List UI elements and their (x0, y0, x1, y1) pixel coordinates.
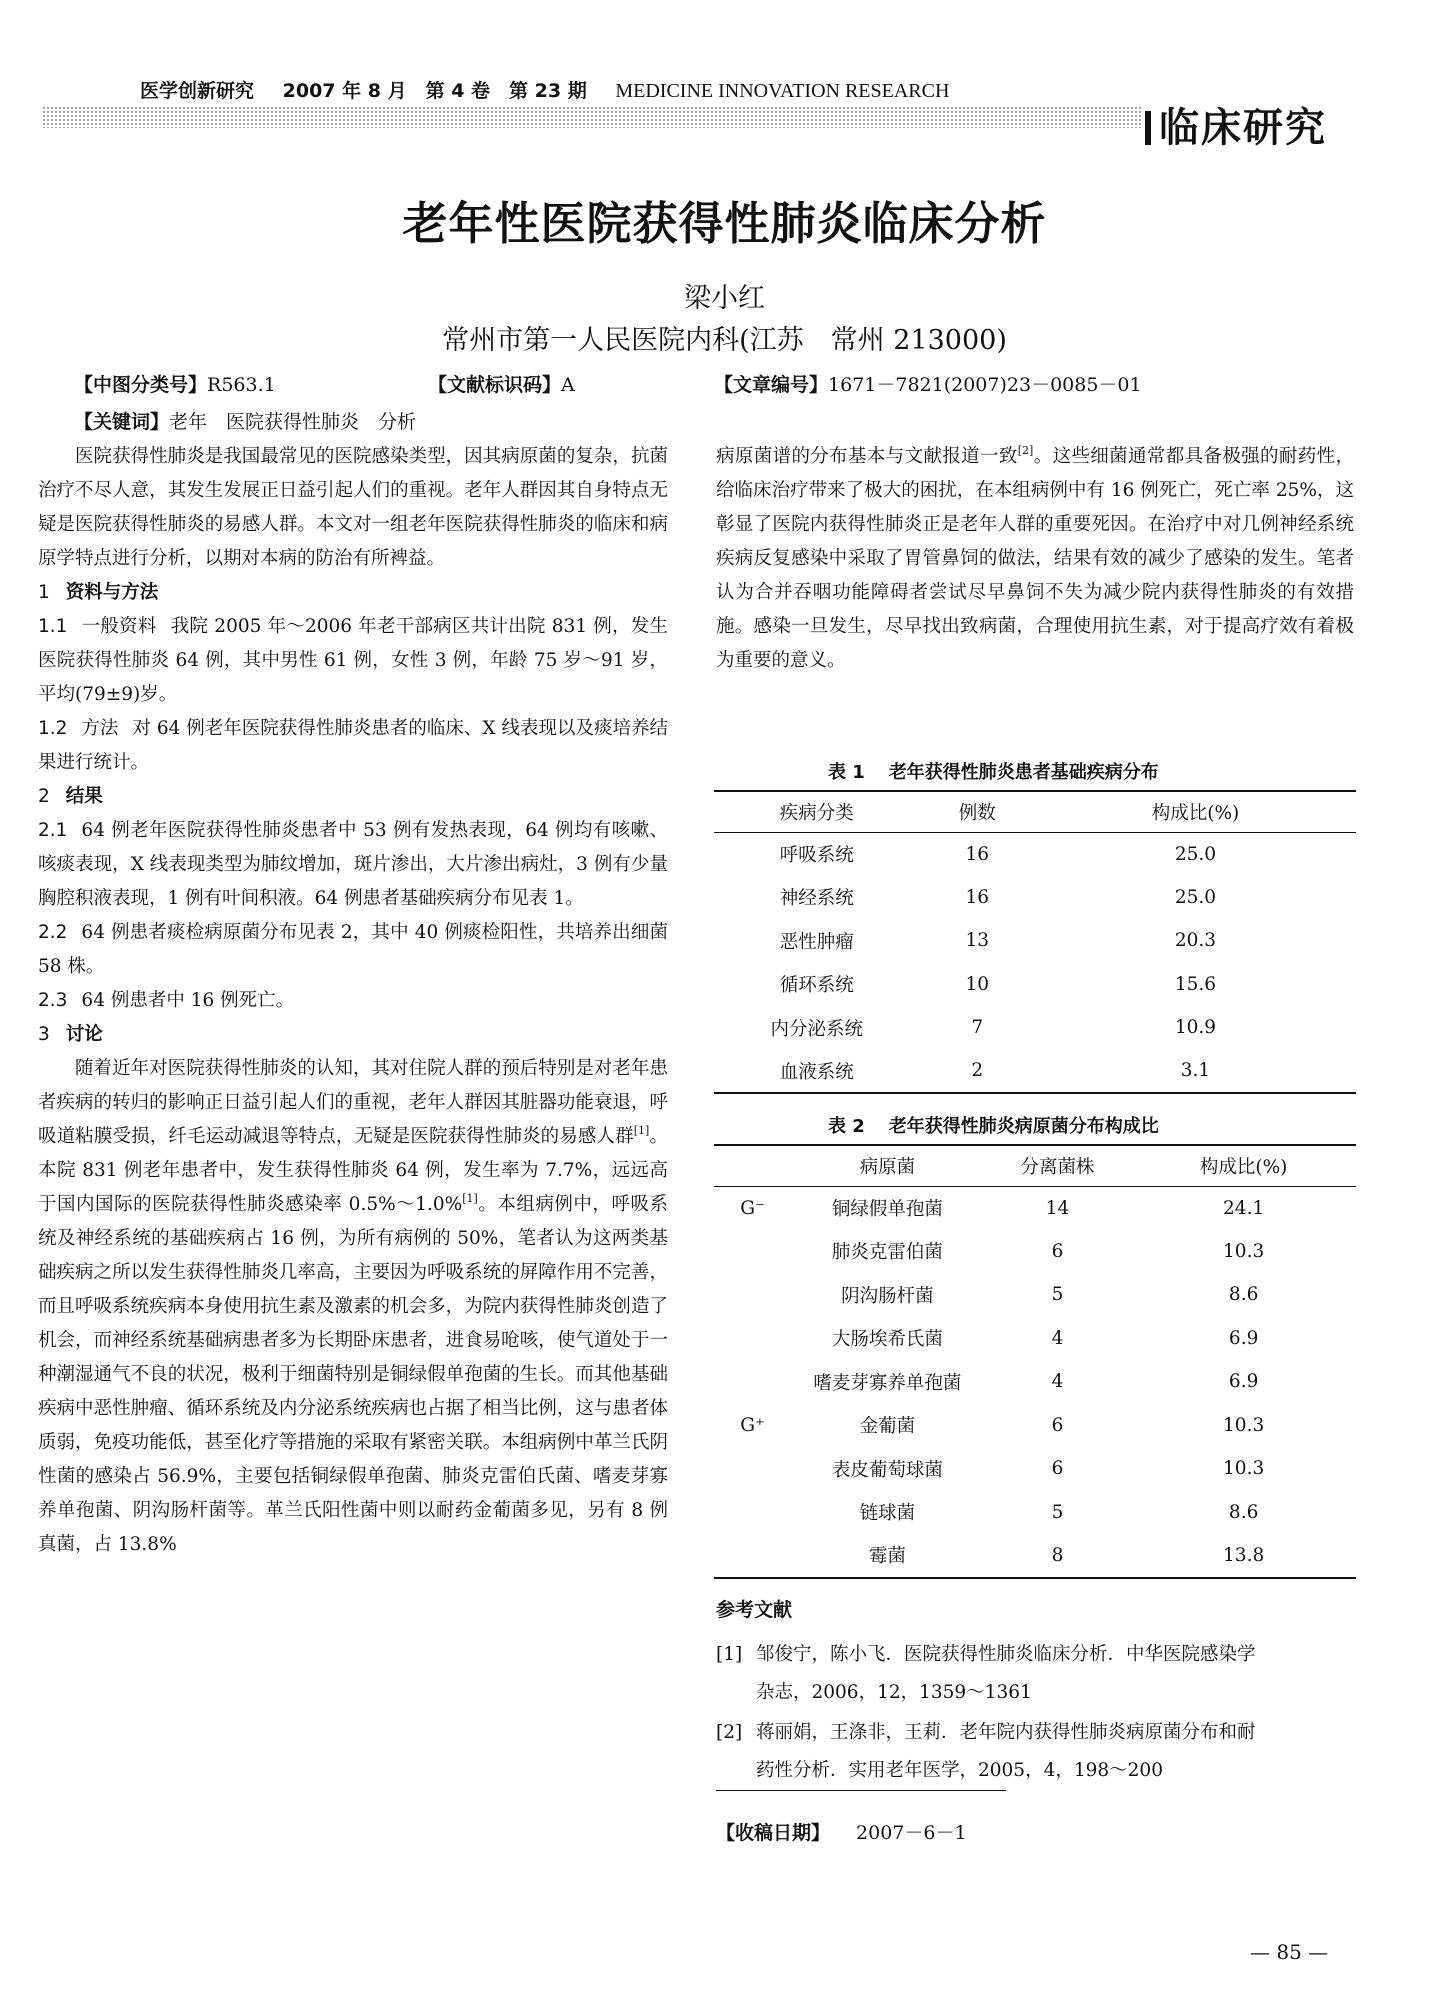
table-row (714, 1447, 1356, 1491)
journal-name-en: MEDICINE INNOVATION RESEARCH (615, 80, 950, 102)
text-span: 2007－6－1 (856, 1822, 967, 1844)
table-row (714, 1006, 1356, 1050)
table-row (714, 1360, 1356, 1404)
section-1-heading (38, 576, 668, 610)
table-cell: 循环系统 (779, 975, 854, 997)
table-cell: 霉菌 (791, 1534, 984, 1578)
table-2-header: 构成比(%) (1131, 1145, 1356, 1186)
article-affiliation: 常州市第一人民医院内科(江苏 常州 213000) (442, 325, 1007, 356)
text-span: 表 2 (828, 1116, 865, 1137)
section-3-heading (38, 1018, 668, 1052)
section-tag (1145, 96, 1327, 153)
table-cell: 5 (1051, 1501, 1064, 1523)
table-1-header: 例数 (919, 791, 1035, 832)
section-bar (1145, 111, 1151, 145)
table-cell: 铜绿假单孢菌 (831, 1199, 943, 1220)
table-row (714, 963, 1356, 1007)
table-row (714, 1230, 1356, 1274)
citation-1: [1] (633, 1124, 650, 1137)
table-1-header: 构成比(%) (1035, 791, 1356, 832)
text-span: 【收稿日期】 (716, 1822, 831, 1844)
text-span: 【文章编号】 (714, 374, 829, 396)
table-cell: 10.9 (1174, 1017, 1217, 1039)
text-span: 64 例患者中 16 例死亡。 (81, 990, 295, 1011)
table-row (714, 1534, 1356, 1578)
text-span: 。这些细菌通常都具备极强的耐药性，给临床治疗带来了极大的困扰，在本组病例中有 16 例死亡，死亡率 25%，这彰显了医院内获得性肺炎正是老年人群的重要死因。在治疗中对几例神经系统疾病反复感染中采取了胃管鼻饲的做法，结果有效的减少了感染的发生。笔者认为合并吞咽功能障碍者尝试尽早鼻饲不失为减少院内获得性肺炎的有效措施。感染一旦发生，尽早找出致病菌，合理使用抗生素，对于提高疗效有着极为重要的意义。 (716, 446, 1354, 671)
table-2-header: 分离菌株 (984, 1145, 1132, 1186)
article-author: 梁小红 (684, 283, 765, 314)
table-2-caption (828, 1112, 1159, 1138)
text-span: 病原菌谱的分布基本与文献报道一致 (716, 446, 1018, 467)
text-span: 一般资料 (81, 616, 157, 637)
section-2-2 (38, 916, 668, 984)
table-cell: 表皮葡萄球菌 (831, 1459, 943, 1481)
text-span: 老年获得性肺炎病原菌分布构成比 (888, 1116, 1159, 1137)
table-cell: 大肠埃希氏菌 (831, 1329, 943, 1351)
text-span: 药性分析．实用老年医学，2005，4，198～200 (756, 1760, 1163, 1781)
table-2-header: 病原菌 (791, 1145, 984, 1186)
discussion-continued (716, 440, 1354, 678)
left-column (38, 440, 668, 1562)
text-span: 老年获得性肺炎患者基础疾病分布 (888, 762, 1159, 783)
text-span: 对 64 例老年医院获得性肺炎患者的临床、X 线表现以及痰培养结果进行统计。 (38, 718, 668, 773)
text-span: 2.3 (38, 990, 68, 1011)
table-row (714, 1050, 1356, 1094)
table-cell (714, 1447, 791, 1491)
table-cell: 10.3 (1223, 1414, 1265, 1436)
table-cell: 8 (984, 1534, 1132, 1578)
table-cell: 4 (1051, 1371, 1064, 1393)
text-span: 我院 2005 年～2006 年老干部病区共计出院 831 例，发生医院获得性肺炎 64 例，其中男性 61 例，女性 3 例，年龄 75 岁～91 岁，平均(79±9)岁。 (38, 616, 668, 705)
table-cell: 6.9 (1228, 1327, 1259, 1349)
table-row (714, 1491, 1356, 1535)
table-cell (714, 1317, 791, 1361)
table-row (714, 1317, 1356, 1361)
table-cell: 内分泌系统 (770, 1018, 863, 1040)
table-cell: 6 (1051, 1414, 1064, 1436)
text-span: 蒋丽娟，王涤非，王莉．老年院内获得性肺炎病原菌分布和耐 (756, 1722, 1256, 1743)
table-cell: 24.1 (1223, 1197, 1265, 1219)
table-row (714, 832, 1356, 876)
text-span: 资料与方法 (65, 582, 159, 603)
text-span: 64 例老年医院获得性肺炎患者中 53 例有发热表现，64 例均有咳嗽、咳痰表现，X 线表现类型为肺纹增加，斑片渗出，大片渗出病灶，3 例有少量胸腔积液表现，1 例有叶间积液。64 例患者基础疾病分布见表 1。 (38, 820, 668, 909)
table-cell: 15.6 (1174, 973, 1217, 995)
table-2 (714, 1144, 1356, 1579)
text-span: 1 (38, 582, 50, 603)
article-id (714, 370, 1142, 397)
text-span: 1.1 (38, 616, 68, 637)
table-cell: 14 (1045, 1197, 1070, 1219)
text-span: [1] (716, 1644, 743, 1665)
text-span: 【关键词】 (74, 411, 170, 433)
text-span: 。本组病例中，呼吸系统及神经系统的基础疾病占 16 例，为所有病例的 50%，笔者认为这两类基础疾病之所以发生获得性肺炎几率高，主要因为呼吸系统的屏障作用不完善，而且呼吸系统疾病本身使用抗生素及激素的机会多，为院内获得性肺炎创造了机会，而神经系统基础病患者多为长期卧床患者，进食易呛咳，使气道处于一种潮湿通气不良的状况，极利于细菌特别是铜绿假单孢菌的生长。而其他基础疾病中恶性肿瘤、循环系统及内分泌系统疾病也占据了相当比例，这与患者体质弱，免疫功能低，甚至化疗等措施的采取有紧密关联。本组病例中革兰氏阴性菌的感染占 56.9%，主要包括铜绿假单孢菌、肺炎克雷伯氏菌、嗜麦芽寡养单孢菌、阴沟肠杆菌等。革兰氏阳性菌中则以耐药金葡菌多见，另有 8 例真菌，占 13.8% (38, 1194, 668, 1555)
table-cell: 链球菌 (859, 1503, 916, 1525)
table-cell: 4 (1051, 1327, 1064, 1349)
section-2-1 (38, 814, 668, 916)
citation-2: [2] (1017, 444, 1034, 457)
table-cell: 16 (965, 843, 989, 865)
text-span: A (561, 374, 575, 396)
table-cell: G⁻ (740, 1197, 765, 1219)
table-cell: 6.9 (1228, 1371, 1259, 1393)
text-span: 【文献标识码】 (428, 374, 562, 396)
text-span: 2.2 (38, 922, 68, 943)
page-number: — 85 — (1250, 1940, 1329, 1964)
table-cell: 13.8 (1131, 1534, 1356, 1578)
table-cell: 10.3 (1223, 1458, 1265, 1480)
table-cell: 16 (965, 886, 989, 908)
table-cell: 3.1 (1035, 1050, 1356, 1094)
text-span: 2 (38, 786, 50, 807)
issue-info: 2007 年 8 月 第 4 卷 第 23 期 (282, 80, 587, 102)
received-date (716, 1818, 967, 1845)
table-cell: 5 (1051, 1284, 1064, 1306)
section-1-2 (38, 712, 668, 780)
text-span: 1.2 (38, 718, 68, 739)
table-cell: 20.3 (1174, 930, 1217, 952)
table-row (714, 1273, 1356, 1317)
running-header (140, 76, 971, 103)
table-cell: 阴沟肠杆菌 (841, 1285, 934, 1307)
table-1-caption (828, 758, 1159, 784)
table-cell: 10 (965, 973, 989, 995)
discussion-paragraph (38, 1052, 668, 1562)
text-span: R563.1 (207, 374, 276, 396)
table-cell (714, 1534, 791, 1578)
text-span: 表 1 (828, 762, 865, 783)
table-cell (714, 1230, 791, 1274)
reference-item (716, 1636, 1356, 1712)
table-cell: 10.3 (1223, 1240, 1265, 1262)
table-cell: 嗜麦芽寡养单孢菌 (813, 1372, 962, 1394)
section-1-1 (38, 610, 668, 712)
table-cell (714, 1360, 791, 1404)
text-span: 2.1 (38, 820, 68, 841)
right-column (716, 440, 1354, 678)
table-cell: 恶性肿瘤 (779, 931, 854, 953)
table-cell: 8.6 (1228, 1501, 1259, 1523)
table-row (714, 876, 1356, 920)
text-span: 随着近年对医院获得性肺炎的认知，其对住院人群的预后特别是对老年患者疾病的转归的影响正日益引起人们的重视，老年人群因其脏器功能衰退，呼吸道粘膜受损，纤毛运动减退等特点，无疑是医院获得性肺炎的易感人群 (38, 1058, 668, 1147)
table-cell: 神经系统 (779, 888, 854, 910)
text-span: 3 (38, 1024, 50, 1045)
table-1 (714, 790, 1356, 1094)
table-cell (714, 1491, 791, 1535)
table-cell: 血液系统 (714, 1050, 919, 1094)
section-2-3 (38, 984, 668, 1018)
header-dot-band (42, 106, 1142, 128)
table-row (714, 919, 1356, 963)
clc-number (74, 370, 276, 397)
table-row (714, 1404, 1356, 1448)
text-span: 讨论 (65, 1024, 103, 1045)
reference-item (716, 1714, 1356, 1790)
table-cell: 呼吸系统 (779, 845, 854, 866)
table-cell (714, 1273, 791, 1317)
references-heading: 参考文献 (716, 1599, 793, 1621)
text-span: 方法 (81, 718, 119, 739)
keywords (74, 407, 416, 434)
table-cell: 6 (1051, 1458, 1064, 1480)
doc-code (428, 370, 575, 397)
table-cell: 13 (965, 930, 989, 952)
text-span: 邹俊宁，陈小飞．医院获得性肺炎临床分析．中华医院感染学 (756, 1644, 1256, 1665)
table-1-header: 疾病分类 (714, 791, 919, 832)
text-span: 【中图分类号】 (74, 374, 208, 396)
table-cell: 金葡菌 (859, 1416, 916, 1438)
divider (716, 1790, 1006, 1791)
section-label: 临床研究 (1159, 105, 1327, 151)
text-span: 1671－7821(2007)23－0085－01 (828, 374, 1142, 396)
text-span: [2] (716, 1722, 743, 1743)
table-cell: G⁺ (740, 1414, 765, 1436)
table-cell: 25.0 (1174, 843, 1217, 865)
text-span: 。本院 831 例老年患者中，发生获得性肺炎 64 例，发生率为 7.7%，远远高于国内国际的医院获得性肺炎感染率 0.5%～1.0% (38, 1126, 668, 1215)
table-row (714, 1186, 1356, 1230)
citation-1b: [1] (462, 1192, 478, 1205)
table-cell: 肺炎克雷伯菌 (831, 1242, 943, 1264)
text-span: 老年 医院获得性肺炎 分析 (169, 411, 417, 433)
section-2-heading (38, 780, 668, 814)
text-span: 杂志，2006，12，1359～1361 (756, 1682, 1032, 1703)
table-cell: 6 (1051, 1240, 1064, 1262)
text-span: 结果 (65, 786, 103, 807)
intro-paragraph: 医院获得性肺炎是我国最常见的医院感染类型，因其病原菌的复杂，抗菌治疗不尽人意，其发生发展正日益引起人们的重视。老年人群因其自身特点无疑是医院获得性肺炎的易感人群。本文对一组老年医院获得性肺炎的临床和病原学特点进行分析，以期对本病的防治有所裨益。 (38, 446, 668, 569)
table-cell: 7 (971, 1017, 984, 1039)
journal-name-cn: 医学创新研究 (140, 80, 255, 102)
article-title: 老年性医院获得性肺炎临床分析 (402, 197, 1047, 250)
table-cell: 25.0 (1174, 886, 1217, 908)
table-2-header (714, 1145, 791, 1186)
text-span: 64 例患者痰检病原菌分布见表 2，其中 40 例痰检阳性，共培养出细菌 58 株。 (38, 922, 668, 977)
table-cell: 8.6 (1228, 1284, 1259, 1306)
table-cell: 2 (919, 1050, 1035, 1094)
